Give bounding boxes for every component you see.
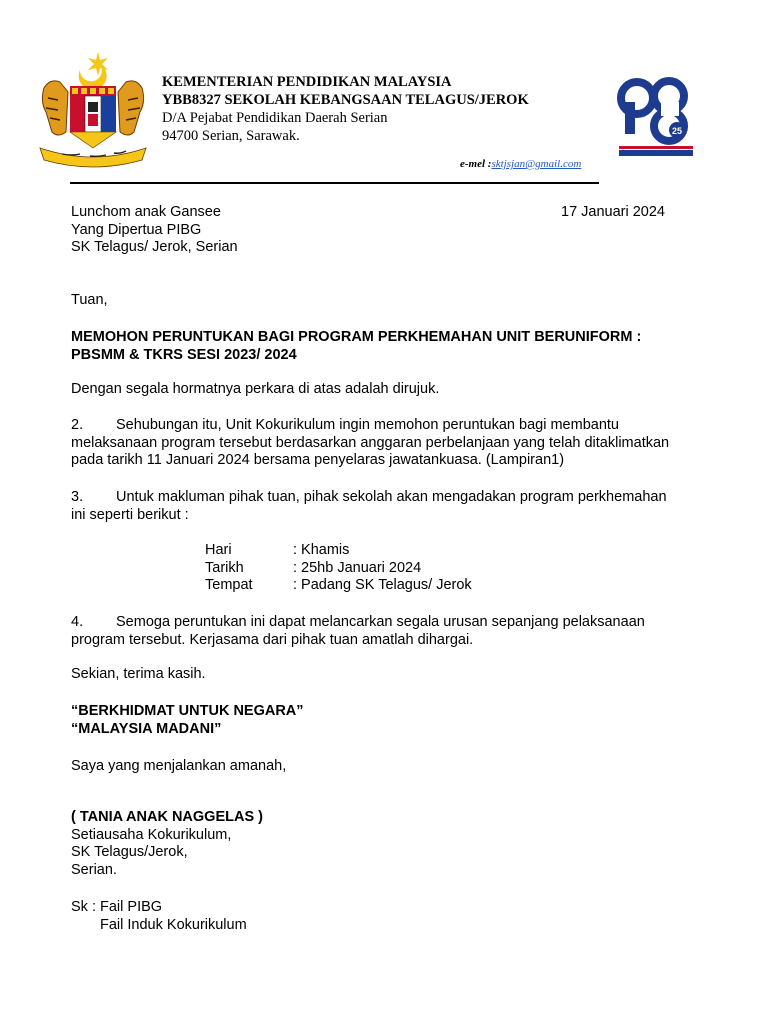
closing-line: Sekian, terima kasih. [71, 666, 206, 682]
paragraph-number: 4. [71, 614, 84, 630]
email-label: e-mel : [460, 158, 492, 170]
sender-name: Lunchom anak Gansee [71, 204, 221, 220]
cc-block [71, 899, 371, 934]
logo-number: 25 [671, 126, 683, 136]
paragraph-3 [71, 489, 701, 524]
letterhead-divider [70, 182, 599, 184]
paragraph-number: 2. [71, 417, 84, 433]
detail-value: : 25hb Januari 2024 [293, 559, 422, 576]
letterhead-text [162, 73, 582, 145]
signer-position: Setiausaha Kokurikulum, [71, 826, 232, 843]
paragraph-number: 3. [71, 489, 84, 505]
signer-school: SK Telagus/Jerok, [71, 844, 188, 860]
coat-of-arms-logo [34, 48, 152, 176]
detail-value: : Khamis [293, 542, 350, 558]
detail-row-date [205, 560, 605, 578]
address-line-2: 94700 Serian, Sarawak. [162, 128, 300, 144]
sender-place: SK Telagus/ Jerok, Serian [71, 239, 238, 255]
motto-line-2: “MALAYSIA MADANI” [71, 720, 222, 737]
paragraph-2 [71, 417, 701, 470]
detail-row-place [205, 577, 605, 595]
detail-label: Tarikh [205, 559, 244, 576]
sender-title: Yang Dipertua PIBG [71, 221, 202, 238]
paragraph-3-rest: ini seperti berikut : [71, 506, 189, 523]
school-name: YBB8327 SEKOLAH KEBANGSAAN TELAGUS/JEROK [162, 92, 529, 108]
cc-line-2: Fail Induk Kokurikulum [100, 916, 247, 933]
program-details [205, 542, 605, 595]
sender-block [71, 204, 471, 257]
detail-label: Hari [205, 542, 232, 558]
motto-line-1: “BERKHIDMAT UNTUK NEGARA” [71, 703, 304, 719]
detail-label: Tempat [205, 577, 253, 593]
paragraph-4 [71, 614, 701, 649]
paragraph-2-rest: melaksanaan program tersebut berdasarkan anggaran perbelanjaan yang telah ditaklimatkan pada tarikh 11 Januari 2024 bersama penyelaras jawatankuasa. (Lampiran1) [71, 434, 670, 468]
email-link[interactable]: sktjsjan@gmail.com [491, 158, 582, 170]
cc-line-1: Sk : Fail PIBG [71, 899, 163, 915]
paragraph-4-rest: program tersebut. Kerjasama dari pihak tuan amatlah dihargai. [71, 631, 474, 648]
letter-date: 17 Januari 2024 [561, 204, 665, 220]
paragraph-4-first-line: Semoga peruntukan ini dapat melancarkan segala urusan sepanjang pelaksanaan [116, 614, 645, 630]
address-line-1: D/A Pejabat Pendidikan Daerah Serian [162, 110, 388, 126]
ministry-name: KEMENTERIAN PENDIDIKAN MALAYSIA [162, 74, 452, 90]
letter-subject: MEMOHON PERUNTUKAN BAGI PROGRAM PERKHEMAHAN UNIT BERUNIFORM : PBSMM & TKRS SESI 2023/ 2024 [71, 329, 642, 363]
paragraph-2-first-line: Sehubungan itu, Unit Kokurikulum ingin memohon peruntukan bagi membantu [116, 417, 619, 433]
signer-block [71, 809, 371, 879]
motto-block [71, 703, 304, 738]
paragraph-3-first-line: Untuk makluman pihak tuan, pihak sekolah akan mengadakan program perkhemahan [116, 489, 667, 505]
detail-value: : Padang SK Telagus/ Jerok [293, 577, 472, 593]
anniversary-25-logo [617, 72, 695, 158]
salutation: Tuan, [71, 292, 108, 308]
trust-line: Saya yang menjalankan amanah, [71, 758, 287, 774]
email-line [460, 158, 610, 170]
signer-town: Serian. [71, 861, 117, 878]
paragraph-1: Dengan segala hormatnya perkara di atas adalah dirujuk. [71, 381, 440, 397]
signer-name: ( TANIA ANAK NAGGELAS ) [71, 809, 263, 825]
detail-row-day [205, 542, 605, 560]
